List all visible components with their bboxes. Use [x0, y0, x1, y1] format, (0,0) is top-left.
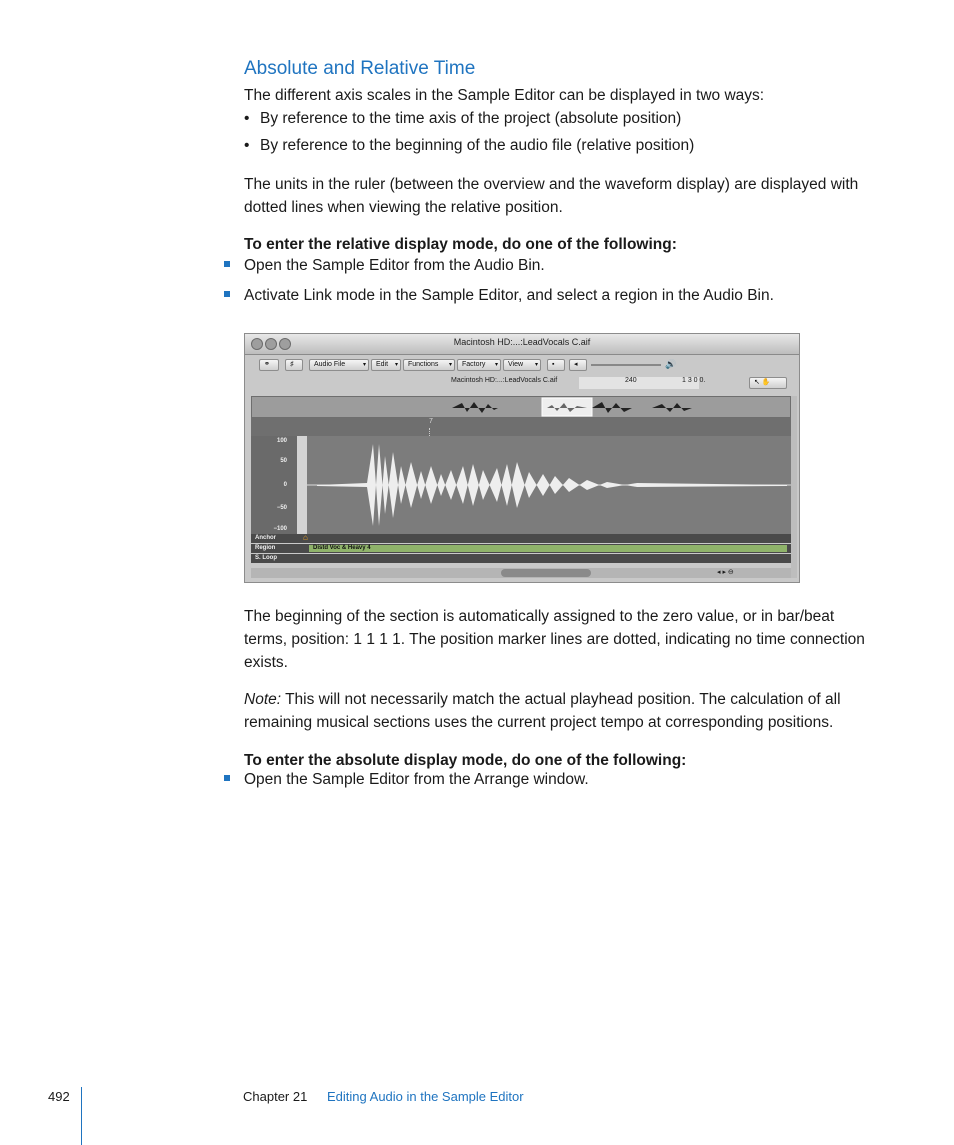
footer-rule: [81, 1087, 82, 1145]
step-item: [224, 257, 545, 275]
link-icon: ⚭: [259, 359, 279, 371]
amplitude-scale: 100 50 0 −50 −100: [251, 436, 297, 534]
sloop-row: S. Loop: [251, 554, 791, 563]
sample-editor-screenshot: [244, 333, 800, 583]
intro-paragraph: The different axis scales in the Sample Editor can be displayed in two ways:: [244, 87, 765, 104]
overview-display: [251, 396, 791, 418]
step-text: Open the Sample Editor from the Audio Bin.: [244, 257, 545, 274]
bullet-item: • By reference to the time axis of the project (absolute position): [244, 110, 682, 127]
ruler: [251, 418, 791, 436]
anchor-row: Anchor ⌂: [251, 534, 791, 543]
bullet-item: • By reference to the beginning of the audio file (relative position): [244, 137, 695, 154]
volume-icon: 🔊: [665, 359, 677, 369]
window-title: Macintosh HD:...:LeadVocals C.aif: [453, 337, 591, 347]
waveform: [307, 436, 791, 534]
square-bullet-icon: [224, 291, 230, 297]
note-text: This will not necessarily match the actual playhead position. The calculation of all remaining musical sections uses the current project tempo at corresponding positions.: [244, 691, 841, 731]
menu-functions: Functions ▾: [403, 359, 455, 371]
section-title: Absolute and Relative Time: [244, 58, 476, 79]
region-bar: Distd Voc & Heavy 4: [309, 545, 787, 552]
menu-factory: Factory ▾: [457, 359, 501, 371]
ruler-marker: 7: [429, 418, 433, 425]
footer-chapter-title: Editing Audio in the Sample Editor: [327, 1089, 524, 1104]
note-label: Note:: [244, 691, 282, 708]
pointer-tool-icon: ↖ ✋: [749, 377, 787, 389]
step-item: [224, 287, 774, 305]
speaker-icon: ◂: [569, 359, 587, 371]
horizontal-scrollbar: [251, 568, 791, 578]
menu-audio-file: Audio File ▾: [309, 359, 369, 371]
square-bullet-icon: [224, 261, 230, 267]
loop-icon: ▪: [547, 359, 565, 371]
window-titlebar: [245, 334, 799, 355]
bullet-text: By reference to the time axis of the project (absolute position): [260, 110, 682, 127]
ruler-paragraph: The units in the ruler (between the overview and the waveform display) are displayed with dotted lines when viewing the relative position.: [244, 176, 859, 216]
zoom-control-icon: ◂ ▸ ⊖: [717, 569, 734, 576]
zero-paragraph: The beginning of the section is automatically assigned to the zero value, or in bar/beat terms, position: 1 1 1 1. The position marker lines are dotted, indicating no time connection exists.: [244, 608, 865, 671]
step-text: Activate Link mode in the Sample Editor, and select a region in the Audio Bin.: [244, 287, 774, 304]
menu-view: View ▾: [503, 359, 541, 371]
menu-edit: Edit ▾: [371, 359, 401, 371]
catch-icon: ♯: [285, 359, 303, 371]
relative-heading: To enter the relative display mode, do one of the following:: [244, 236, 677, 253]
vertical-scrollbar: [791, 396, 797, 578]
tempo-value: 240: [625, 377, 637, 384]
step-item: [224, 771, 589, 789]
absolute-heading: To enter the absolute display mode, do one of the following:: [244, 752, 687, 769]
footer-chapter: Chapter 21: [243, 1089, 308, 1104]
volume-slider: [591, 364, 661, 366]
anchor-icon: ⌂: [303, 533, 308, 542]
file-label: Macintosh HD:...:LeadVocals C.aif: [451, 377, 558, 384]
square-bullet-icon: [224, 775, 230, 781]
step-text: Open the Sample Editor from the Arrange window.: [244, 771, 589, 788]
note-paragraph: [244, 688, 884, 734]
position-value: 1 3 0 0.: [682, 377, 706, 384]
info-field: [579, 377, 699, 389]
bullet-text: By reference to the beginning of the audio file (relative position): [260, 137, 695, 154]
waveform-display: [251, 436, 791, 534]
page-number: 492: [48, 1089, 70, 1104]
region-row: Region Distd Voc & Heavy 4: [251, 544, 791, 553]
